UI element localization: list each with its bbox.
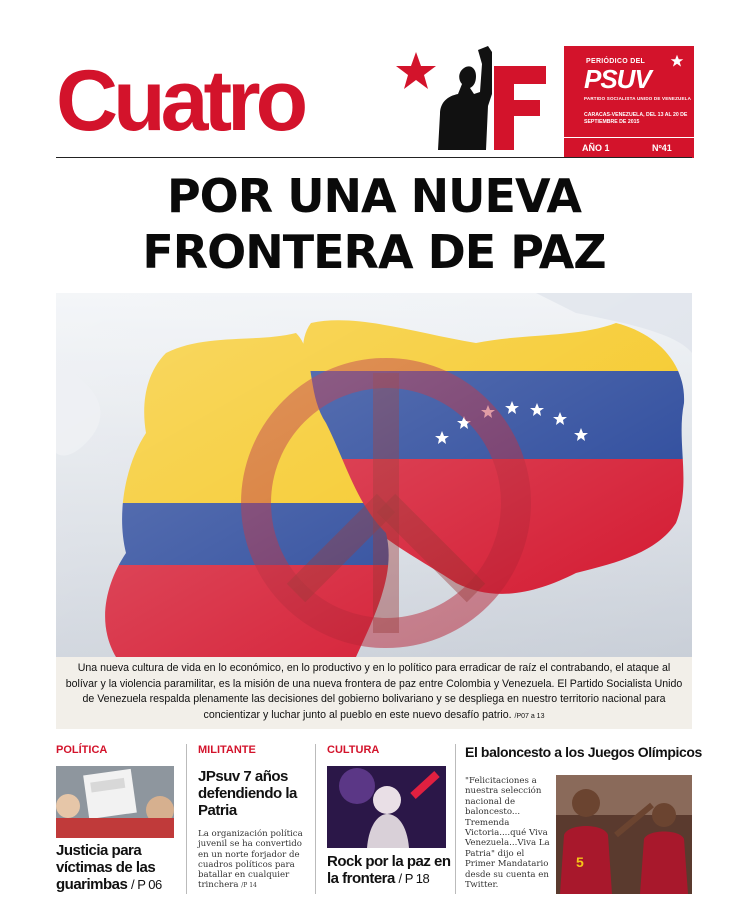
logo-fist-icon <box>378 44 548 150</box>
basketball-quote: "Felicitaciones a nuestra selección nacional de baloncesto... Tremenda Victoria....qué Viva Venezuela...Viva La Patria" dijo el Primer Mandatario desde su cuenta en Twitter. <box>465 776 550 891</box>
issue-number: Nº41 <box>652 143 672 153</box>
badge-star-icon <box>670 54 684 68</box>
section-label-militante: MILITANTE <box>198 744 256 756</box>
headline-line-2: FRONTERA DE PAZ <box>142 225 606 279</box>
hero-caption <box>64 661 684 724</box>
section-label-cultura: CULTURA <box>327 744 380 756</box>
cultura-photo <box>327 766 446 848</box>
politica-headline[interactable] <box>56 842 182 893</box>
cultura-page: / P 18 <box>398 871 430 886</box>
politica-title: Justicia para víctimas de las guarimbas <box>56 842 156 893</box>
main-headline <box>56 168 692 280</box>
column-divider <box>455 744 456 894</box>
column-divider <box>186 744 187 894</box>
politica-photo <box>56 766 174 838</box>
caption-text: Una nueva cultura de vida en lo económico, en lo productivo y en lo político para erradicar de raíz el contrabando, el ataque al bolívar y la violencia paramilitar, es la misión de una nueva frontera de paz entre Colombia y Venezuela. El Partido Socialista Unido de Venezuela respalda plenamente las decisiones del gobierno bolivariano y se despliega en nuestro territorio nacional para concientizar y luchar junto al pueblo en este nuevo desafío patrio. <box>65 662 683 721</box>
militante-summary <box>198 829 308 892</box>
publisher-badge <box>564 46 694 158</box>
column-divider <box>315 744 316 894</box>
cultura-headline[interactable] <box>327 853 457 887</box>
logo-wordmark: Cuatro <box>56 53 304 149</box>
basketball-photo <box>556 775 692 894</box>
militante-page-ref: /P 14 <box>241 882 257 890</box>
caption-page-ref: /P07 a 13 <box>514 712 545 720</box>
masthead-divider <box>56 157 692 158</box>
headline-line-1: POR UNA NUEVA <box>166 169 582 223</box>
militante-headline[interactable]: JPsuv 7 años defendiendo la Patria <box>198 768 297 819</box>
publisher-subtitle: PARTIDO SOCIALISTA UNIDO DE VENEZUELA <box>584 96 692 101</box>
issue-strip <box>564 137 694 158</box>
politica-page: / P 06 <box>131 877 162 892</box>
publisher-line: PERIÓDICO DEL <box>586 58 646 65</box>
masthead <box>56 38 696 158</box>
year-label: AÑO 1 <box>582 143 610 153</box>
cultura-title: Rock por la paz en la frontera <box>327 853 451 887</box>
psuv-logo: PSUV <box>584 64 651 94</box>
dateline: CARACAS-VENEZUELA, DEL 13 AL 20 DE SEPTIEMBRE DE 2015 <box>584 112 688 126</box>
militante-body: La organización política juvenil se ha convertido en un norte forjador de cuadros políticos para batallar en cualquier trinchera <box>198 829 303 891</box>
hero-image <box>56 293 692 657</box>
basketball-headline[interactable]: El baloncesto a los Juegos Olímpicos <box>465 744 702 760</box>
svg-text:5: 5 <box>576 854 584 870</box>
section-label-politica: POLÍTICA <box>56 744 108 756</box>
